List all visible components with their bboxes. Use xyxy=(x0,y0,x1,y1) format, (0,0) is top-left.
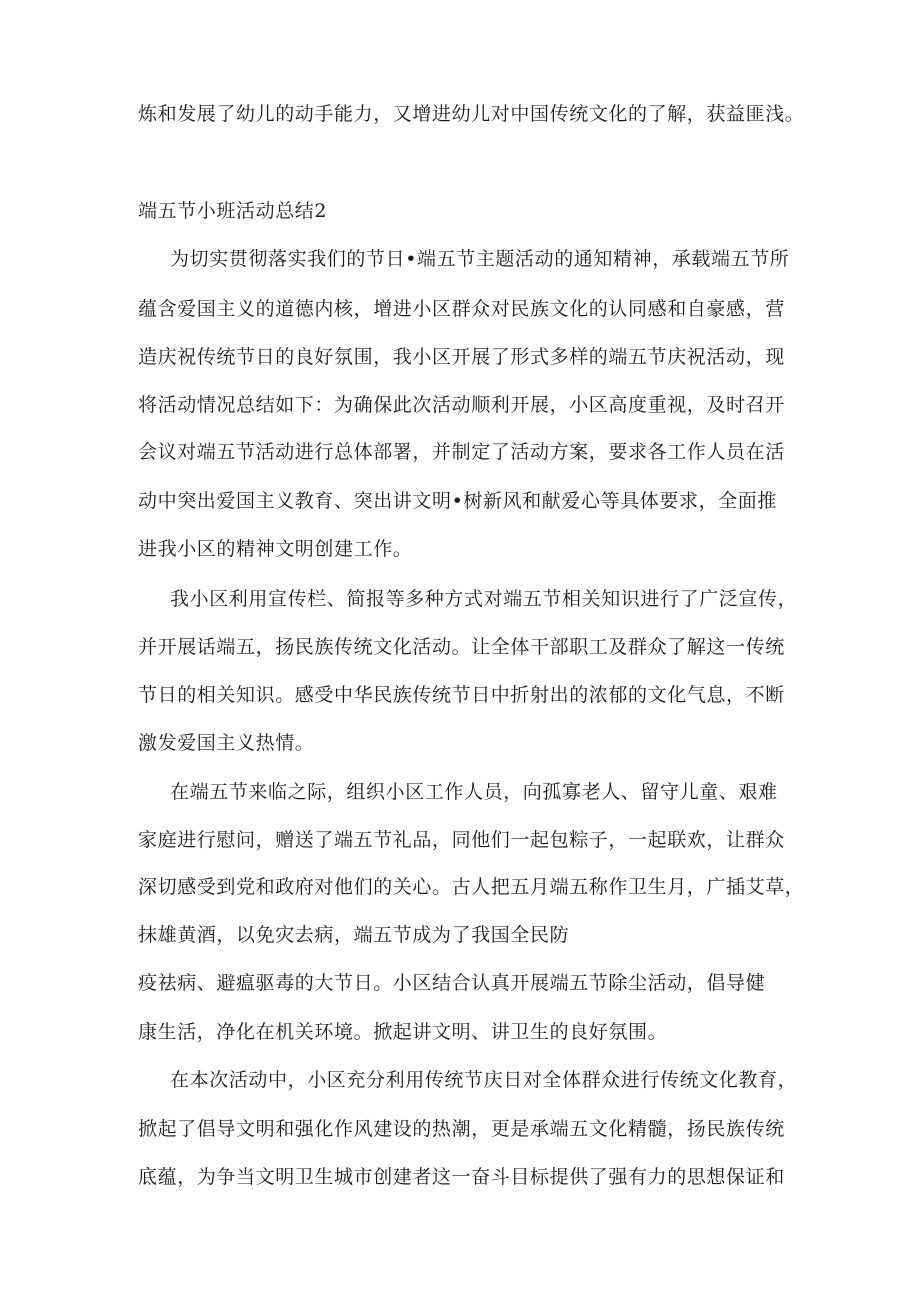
paragraph-line: 炼和发展了幼儿的动手能力，又增进幼儿对中国传统文化的了解，获益匪浅。 xyxy=(138,103,805,125)
paragraph-line: 将活动情况总结如下：为确保此次活动顺利开展，小区高度重视，及时召开 xyxy=(138,394,785,416)
paragraph-line: 深切感受到党和政府对他们的关心。古人把五月端五称作卫生月，广插艾草， xyxy=(138,876,805,898)
paragraph-line: 进我小区的精神文明创建工作。 xyxy=(138,538,413,560)
paragraph-line: 家庭进行慰问，赠送了端五节礼品，同他们一起包粽子，一起联欢，让群众 xyxy=(138,829,785,851)
section-heading: 端五节小班活动总结2 xyxy=(138,200,328,222)
paragraph-line: 蕴含爱国主义的道德内核，增进小区群众对民族文化的认同感和自豪感，营 xyxy=(138,298,785,320)
paragraph-line: 为切实贯彻落实我们的节日•端五节主题活动的通知精神，承载端五节所 xyxy=(170,248,790,270)
paragraph-line: 在本次活动中，小区充分利用传统节庆日对全体群众进行传统文化教育， xyxy=(170,1069,798,1091)
paragraph-line: 我小区利用宣传栏、简报等多种方式对端五节相关知识进行了广泛宣传， xyxy=(170,588,798,610)
paragraph-line: 会议对端五节活动进行总体部署，并制定了活动方案，要求各工作人员在活 xyxy=(138,441,785,463)
paragraph-line: 动中突出爱国主义教育、突出讲文明•树新风和献爱心等具体要求，全面推 xyxy=(138,490,778,512)
paragraph-line: 底蕴，为争当文明卫生城市创建者这一奋斗目标提供了强有力的思想保证和 xyxy=(138,1166,785,1188)
paragraph-line: 节日的相关知识。感受中华民族传统节日中折射出的浓郁的文化气息，不断 xyxy=(138,684,785,706)
paragraph-line: 激发爱国主义热情。 xyxy=(138,732,315,754)
paragraph-line: 造庆祝传统节日的良好氛围，我小区开展了形式多样的端五节庆祝活动，现 xyxy=(138,346,785,368)
paragraph-line: 掀起了倡导文明和强化作风建设的热潮，更是承端五文化精髓，扬民族传统 xyxy=(138,1118,785,1140)
paragraph-line: 抹雄黄酒，以免灾去病，端五节成为了我国全民防 xyxy=(138,924,570,946)
paragraph-line: 在端五节来临之际，组织小区工作人员，向孤寡老人、留守儿童、艰难 xyxy=(170,781,778,803)
paragraph-line: 疫祛病、避瘟驱毒的大节日。小区结合认真开展端五节除尘活动，倡导健 xyxy=(138,972,766,994)
paragraph-line: 并开展话端五，扬民族传统文化活动。让全体干部职工及群众了解这一传统 xyxy=(138,636,785,658)
paragraph-line: 康生活，净化在机关环境。掀起讲文明、讲卫生的良好氛围。 xyxy=(138,1021,668,1043)
